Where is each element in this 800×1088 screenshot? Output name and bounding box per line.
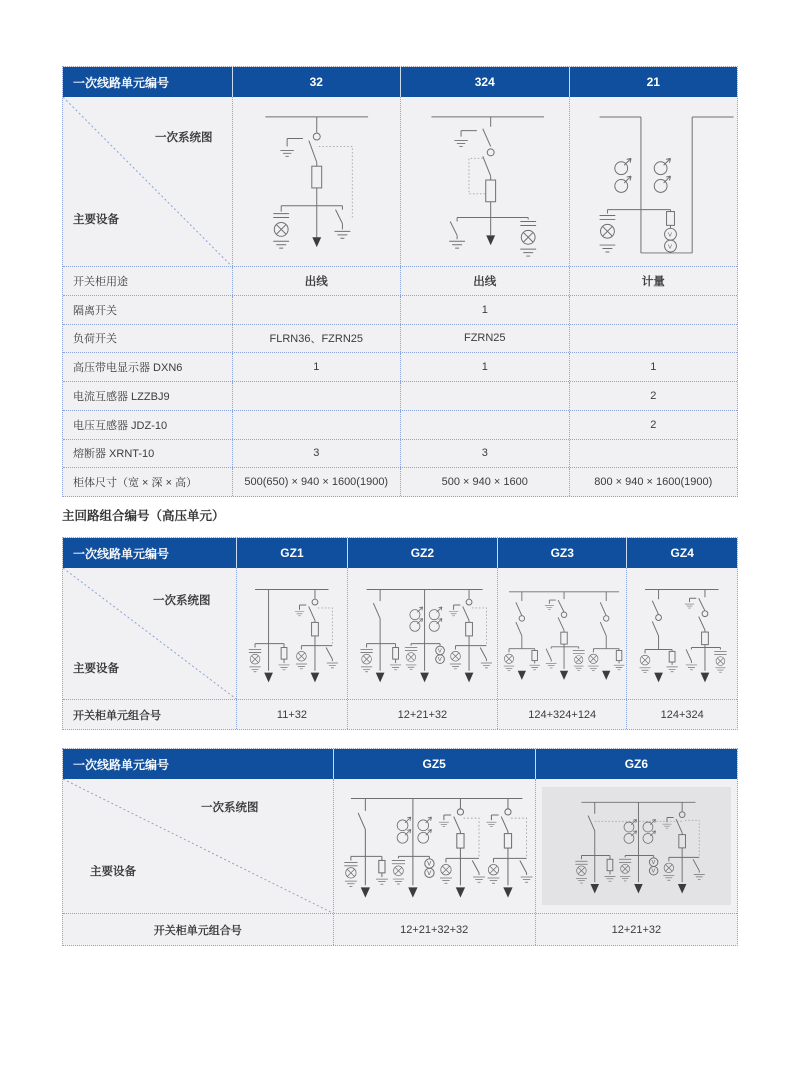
main-equipment-label: 主要设备: [90, 866, 136, 878]
row-label-usage: 开关柜用途: [73, 275, 128, 288]
cell-value: [569, 440, 738, 468]
single-line-diagram-gz2: [348, 576, 497, 692]
row-label-voltage-indicator: 高压带电显示器 DXN6: [73, 362, 183, 375]
gz-header-row-2: [63, 749, 737, 779]
cell-value: 1: [400, 353, 569, 381]
cell-value: 1: [569, 353, 738, 381]
cell-value: FZRN25: [400, 325, 569, 353]
gz-diagram-row: [63, 568, 737, 699]
cell-value: 出线: [400, 267, 569, 295]
single-line-diagram-gz1: [237, 576, 347, 692]
cell-value: 800 × 940 × 1600(1900): [569, 468, 738, 496]
header-unit-number-label: 一次线路单元编号: [73, 75, 170, 90]
section-heading: 主回路组合编号（高压单元）: [62, 509, 225, 523]
cell-value: [400, 382, 569, 410]
cell-value: 500 × 940 × 1600: [400, 468, 569, 496]
single-line-diagram-21: [570, 103, 738, 261]
cell-value: 1: [400, 296, 569, 324]
diagram-cell-32: [232, 97, 401, 266]
table-row: [63, 324, 737, 353]
diagram-cell-gz5: [333, 779, 535, 913]
cell-value: 2: [569, 382, 738, 410]
cell-value: 出线: [232, 267, 401, 295]
single-line-diagram-324: [401, 103, 569, 261]
gz-header-row: [63, 538, 737, 568]
row-label-voltage-transformer: 电压互感器 JDZ-10: [73, 419, 168, 432]
cell-value: FLRN36、FZRN25: [232, 325, 401, 353]
single-line-diagram-gz5: [334, 784, 535, 908]
row-label-fuse: 熔断器 XRNT-10: [73, 448, 155, 461]
header-unit-32: 32: [232, 67, 401, 97]
table-row: [63, 439, 737, 468]
table-row: [63, 467, 737, 496]
header-gz3: GZ3: [497, 538, 626, 568]
cell-value: 500(650) × 940 × 1600(1900): [232, 468, 401, 496]
combo-row-label: 开关柜单元组合号: [153, 924, 242, 937]
combo-row-2: [63, 913, 737, 945]
cell-value: [569, 325, 738, 353]
diagram-row-label-cell: [63, 97, 232, 266]
system-diagram-label: 一次系统图: [201, 802, 259, 814]
header-gz6: GZ6: [535, 749, 737, 779]
cell-value: 1: [232, 353, 401, 381]
diagram-row-label-cell: [63, 568, 236, 699]
cell-value: 3: [400, 440, 569, 468]
single-line-diagram-gz3: [498, 576, 626, 692]
cell-value: [400, 411, 569, 439]
diagonal-divider-line: [63, 97, 232, 266]
header-unit-number-label: 一次线路单元编号: [73, 546, 170, 561]
svg-text:V: V: [667, 232, 672, 239]
combo-value-gz6: 12+21+32: [535, 914, 737, 945]
gz-combos-table-2: [62, 748, 738, 946]
diagram-cell-gz2: [347, 568, 497, 699]
cell-value: 计量: [569, 267, 738, 295]
main-equipment-label: 主要设备: [73, 663, 119, 675]
primary-units-table: [62, 66, 738, 497]
combo-value-gz3: 124+324+124: [497, 700, 626, 729]
main-equipment-label: 主要设备: [73, 214, 119, 226]
diagram-row: [63, 97, 737, 266]
table-row: [63, 295, 737, 324]
diagonal-divider-line: [63, 779, 333, 913]
header-gz1: GZ1: [236, 538, 347, 568]
primary-units-header-row: [63, 67, 737, 97]
diagram-cell-gz6: [535, 779, 737, 913]
combo-value-gz5: 12+21+32+32: [333, 914, 535, 945]
header-gz4: GZ4: [626, 538, 737, 568]
table-row: [63, 410, 737, 439]
header-gz5: GZ5: [333, 749, 535, 779]
combo-value-gz1: 11+32: [236, 700, 347, 729]
row-label-load-switch: 负荷开关: [73, 333, 117, 346]
header-gz2: GZ2: [347, 538, 497, 568]
cell-value: 2: [569, 411, 738, 439]
diagram-cell-21: [569, 97, 738, 266]
gz6-diagram-background: [542, 787, 731, 905]
diagram-row-label-cell: [63, 779, 333, 913]
cell-value: [232, 296, 401, 324]
diagram-cell-gz3: [497, 568, 626, 699]
diagram-cell-324: [400, 97, 569, 266]
table-row: [63, 266, 737, 295]
row-label-cabinet-size: 柜体尺寸（宽 × 深 × 高）: [73, 477, 198, 490]
single-line-diagram-gz4: [627, 576, 737, 692]
diagram-cell-gz1: [236, 568, 347, 699]
row-label-isolator: 隔离开关: [73, 304, 117, 317]
table-row: [63, 381, 737, 410]
cell-value: [232, 411, 401, 439]
combo-row-label: 开关柜单元组合号: [73, 709, 161, 722]
row-label-current-transformer: 电流互感器 LZZBJ9: [73, 390, 170, 403]
diagonal-divider-line: [63, 568, 236, 699]
cell-value: [569, 296, 738, 324]
single-line-diagram-32: [233, 103, 401, 261]
header-unit-number-label: 一次线路单元编号: [73, 757, 170, 772]
system-diagram-label: 一次系统图: [153, 595, 211, 607]
header-unit-21: 21: [569, 67, 738, 97]
header-unit-324: 324: [400, 67, 569, 97]
combo-value-gz2: 12+21+32: [347, 700, 497, 729]
diagram-cell-gz4: [626, 568, 737, 699]
cell-value: 3: [232, 440, 401, 468]
table-row: [63, 352, 737, 381]
combo-value-gz4: 124+324: [626, 700, 737, 729]
gz-combos-table-1: [62, 537, 738, 730]
svg-text:V: V: [667, 244, 672, 251]
combo-row: [63, 699, 737, 729]
gz-diagram-row-2: [63, 779, 737, 913]
single-line-diagram-gz6: [542, 789, 731, 903]
cell-value: [232, 382, 401, 410]
system-diagram-label: 一次系统图: [155, 132, 213, 144]
